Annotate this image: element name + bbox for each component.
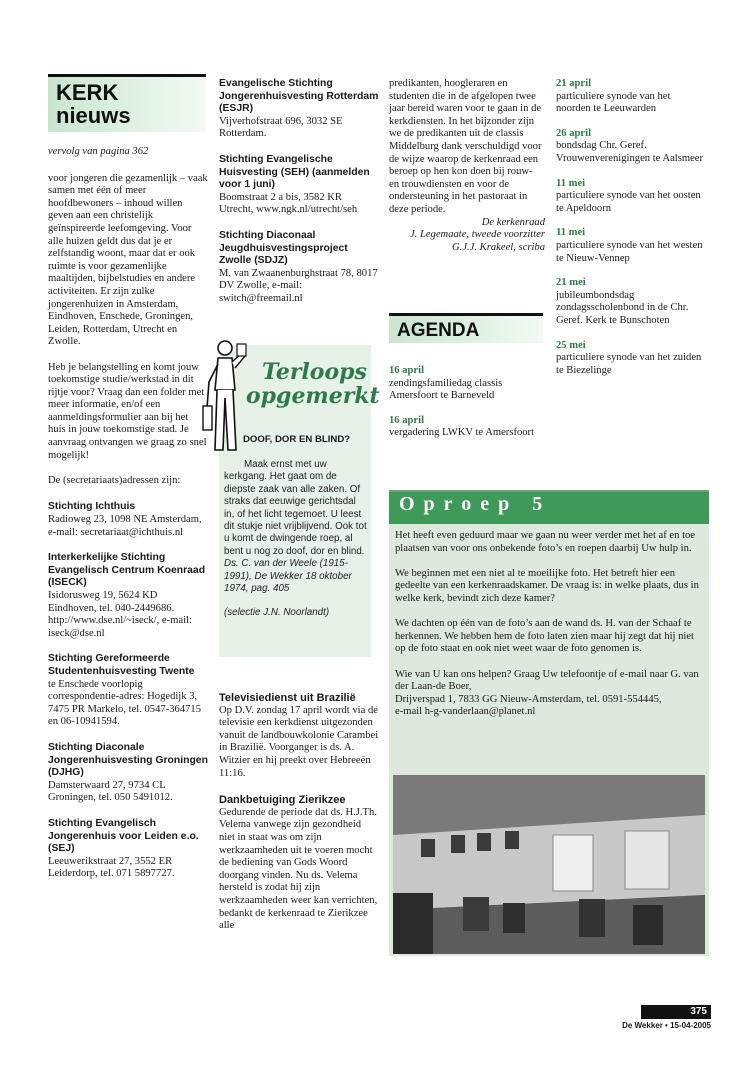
oproep-p4a: Wie van U kan ons helpen? Graag Uw telefoontje of e-mail naar G. van der Laan-de Boer, — [395, 668, 699, 693]
org-entry — [219, 154, 379, 217]
column-1 — [48, 146, 208, 881]
org-name: Stichting Evangelisch Jongerenhuis voor Leiden e.o. (SEJ) — [48, 817, 199, 855]
council-room-drawing — [393, 775, 705, 954]
kerk-title-line2: nieuws — [56, 103, 131, 128]
kerk-intro: voor jongeren die gezamenlijk – vaak samen met één of meer hoofdbewoners – inhoud willen geven aan een christelijk geïnspireerde leefomgeving. Voor alle huizen geldt dus dat je er zelfstandig woont, maar dat er ook ruimte is voor gezamenlijke maaltijden, bijbelstudies en andere activiteiten. Er zijn zulke jongerenhuizen in Amsterdam, Eindhoven, Enschede, Groningen, Leiden, Rotterdam, Utrecht en Zwolle. — [48, 172, 208, 348]
org-name: Stichting Diaconaal Jeugdhuisvestingsproject Zwolle (SDJZ) — [219, 229, 348, 267]
agenda-date: 21 mei — [556, 277, 586, 289]
oproep-p4 — [395, 669, 703, 719]
terloops-heading: DOOF, DOR EN BLIND? — [243, 434, 351, 445]
terloops-body — [224, 459, 368, 620]
agenda-date: 16 april — [389, 365, 425, 376]
agenda-item — [556, 78, 704, 116]
oproep-p1: Het heeft even geduurd maar we gaan nu weer verder met het af en toe plaatsen van voor ons onbekende foto’s en roepen daarbij Uw hulp in. — [395, 530, 696, 554]
tv-body: Op D.V. zondag 17 april wordt via de televisie een kerkdienst uitgezonden vanuit de landbouwkolonie Carambei in Brazilië. Voorganger is ds. A. Witzier en hij preekt over Hebreeën 11:16. — [219, 704, 379, 779]
agenda-text: vergadering LWKV te Amersfoort — [389, 427, 535, 439]
org-entry — [48, 552, 208, 640]
column-2-bottom — [219, 692, 379, 933]
org-address: Radioweg 23, 1098 NE Amsterdam, e-mail: secretariaat@ichthuis.nl — [48, 514, 202, 538]
oproep-p2: We beginnen met een niet al te moeilijke foto. Het betreft hier een gedeelte van een kerkenraadskamer. De vraag is: in welke plaats, dus in welke kerk, bevindt zich deze kamer? — [395, 567, 699, 604]
org-address: Leeuwerikstraat 27, 3552 ER Leiderdorp, tel. 071 5897727. — [48, 855, 175, 880]
agenda-text: particuliere synode van het noorden te Leeuwarden — [556, 90, 671, 115]
agenda-date: 11 mei — [556, 227, 586, 239]
agenda-list-right — [556, 78, 704, 377]
agenda-text: particuliere synode van het westen te Nieuw-Vennep — [556, 239, 703, 264]
terloops-selection: (selectie J.N. Noorlandt) — [224, 607, 330, 619]
addresses-intro: De (secretariaats)adressen zijn: — [48, 474, 181, 486]
agenda-list-left — [389, 365, 543, 440]
oproep-body — [389, 524, 709, 719]
org-entry — [48, 653, 208, 729]
org-address: Boomstraat 2 a bis, 3582 KR Utrecht, www.ngk.nl/utrecht/seh — [219, 191, 358, 216]
kerk-interest: Heb je belangstelling en komt jouw toekomstige studie/werkstad in dit rijtje voor? Vraag dan een folder met meer informatie, en/of een aanmeldingsformulier aan bij het huis in jouw toekomstige stad. Je aanvraag ontvangen we graag zo snel mogelijk! — [48, 361, 207, 461]
signature-1: De kerkenraad — [481, 216, 545, 228]
publication-date: De Wekker • 15-04-2005 — [622, 1021, 711, 1030]
org-entry — [219, 78, 379, 141]
agenda-date: 21 april — [556, 78, 592, 89]
org-name: Stichting Ichthuis — [48, 501, 136, 513]
oproep-title: Oproep 5 — [389, 492, 709, 524]
agenda-item — [556, 340, 704, 378]
agenda-date: 16 april — [389, 414, 425, 426]
continued-note: vervolg van pagina 362 — [48, 146, 149, 157]
org-address: Isidorusweg 19, 5624 KD Eindhoven, tel. 040-2449686. http://www.dse.nl/~iseck/, e-mail: iseck@dse.nl — [48, 590, 192, 639]
kerk-title-line1: KERK — [56, 80, 119, 105]
signature-2: J. Legemaate, tweede voorzitter — [409, 229, 545, 241]
oproep-box — [389, 490, 709, 956]
agenda-banner — [389, 313, 543, 343]
terloops-title-line1: Terloops — [262, 359, 367, 385]
agenda-text: zendingsfamiliedag classis Amersfoort te Barneveld — [389, 377, 503, 402]
org-address: te Enschede voorlopig correspondentie-adres: Hogedijk 3, 7475 PR Markelo, tel. 0547-364715 en 06-10941594. — [48, 678, 202, 728]
reading-man-illustration — [199, 338, 247, 456]
page-number: 375 — [641, 1005, 711, 1019]
oproep-p4b: Drijverspad 1, 7833 GG Nieuw-Amsterdam, tel. 0591-554445, — [395, 693, 662, 705]
org-address: Vijverhofstraat 696, 3032 SE Rotterdam. — [219, 115, 343, 140]
kerk-nieuws-banner — [48, 74, 206, 132]
agenda-text: particuliere synode van het zuiden te Biezelinge — [556, 352, 702, 376]
dank-body: Gedurende de periode dat ds. H.J.Th. Velema vanwege zijn gezondheid niet in staat was om zijn werkzaamheden uit te voeren mocht de bediening van Gods Woord doorgang vinden. Nu ds. Velema hersteld is zodat hij zijn werkzaamheden weer kan verrichten, bedankt de kerkenraad te Zierikzee alle — [219, 806, 378, 932]
org-address: Damsterwaard 27, 9734 CL Groningen, tel. 050 5491012. — [48, 779, 173, 804]
agenda-date: 25 mei — [556, 339, 586, 351]
org-entry — [48, 501, 208, 539]
oproep-p3: We dachten op één van de foto’s aan de wand ds. H. van der Schaaf te herkennen. We hebben hem de foto laten zien maar hij zegt dat hij niet op de foto staat en ook niet weet waar de foto genomen is. — [395, 618, 694, 655]
agenda-item — [389, 415, 543, 440]
agenda-item — [556, 227, 704, 265]
col3-body: predikanten, hoogleraren en studenten die in de afgelopen twee jaar bereid waren voor te gaan in de kerkdiensten. In het bijzonder zijn we de predikanten uit de classis Middelburg dank verschuldigd voor de wijze waarop de kerkenraad een beroep op hen kon doen bij rouw- en trouwdiensten en voor de ondersteuning in het pastoraat in deze periode. — [389, 78, 542, 215]
agenda-text: bondsdag Chr. Geref. Vrouwenverenigingen te Aalsmeer — [556, 140, 704, 164]
oproep-p4c: e-mail h-g-vanderlaan@planet.nl — [395, 706, 536, 718]
agenda-text: jubileumbondsdag zondagsscholenbond in de Chr. Geref. Kerk te Bunschoten — [556, 289, 689, 326]
org-name: Stichting Evangelische Huisvesting (SEH) (aanmelden voor 1 juni) — [219, 153, 370, 191]
terloops-body-text: Maak ernst met uw kerkgang. Het gaat om de diepste zaak van alle zaken. Of straks dat eeuwige gerichtsdal in, of het licht tegemoet. U leest dit stukje niet vrijblijvend. Ook tot u komt de dwingende roep, al bent u nog zo doof, dor en blind. — [224, 459, 367, 557]
agenda-date: 11 mei — [556, 177, 586, 189]
agenda-title: AGENDA — [397, 320, 480, 341]
org-address: M. van Zwaanenburghstraat 78, 8017 DV Zwolle, e-mail: switch@freemail.nl — [219, 267, 378, 304]
org-name: Stichting Gereformeerde Studentenhuisvesting Twente — [48, 653, 195, 677]
org-name: Stichting Diaconale Jongerenhuisvesting Groningen (DJHG) — [48, 741, 208, 779]
agenda-item — [389, 365, 543, 403]
agenda-date: 26 april — [556, 127, 592, 139]
agenda-text: particuliere synode van het oosten te Apeldoorn — [556, 190, 701, 214]
terloops-title-line2: opgemerkt — [246, 383, 380, 409]
org-name: Evangelische Stichting Jongerenhuisvesting Rotterdam (ESJR) — [219, 78, 379, 115]
org-entry — [219, 230, 379, 306]
tv-heading: Televisiedienst uit Brazilië — [219, 692, 356, 704]
terloops-source: Ds. C. van der Weele (1915-1991), De Wekker 18 oktober 1974, pag. 405 — [224, 558, 352, 595]
column-3-top — [389, 78, 545, 254]
agenda-item — [556, 277, 704, 327]
agenda-item — [556, 128, 704, 166]
dank-heading: Dankbetuiging Zierikzee — [219, 794, 346, 807]
agenda-item — [556, 178, 704, 216]
org-entry — [48, 742, 208, 805]
org-name: Interkerkelijke Stichting Evangelisch Centrum Koenraad (ISECK) — [48, 552, 206, 589]
org-entry — [48, 818, 208, 881]
column-2-top — [219, 78, 379, 306]
council-room-photo — [393, 775, 705, 954]
signature-3: G.J.J. Krakeel, scriba — [452, 241, 545, 253]
